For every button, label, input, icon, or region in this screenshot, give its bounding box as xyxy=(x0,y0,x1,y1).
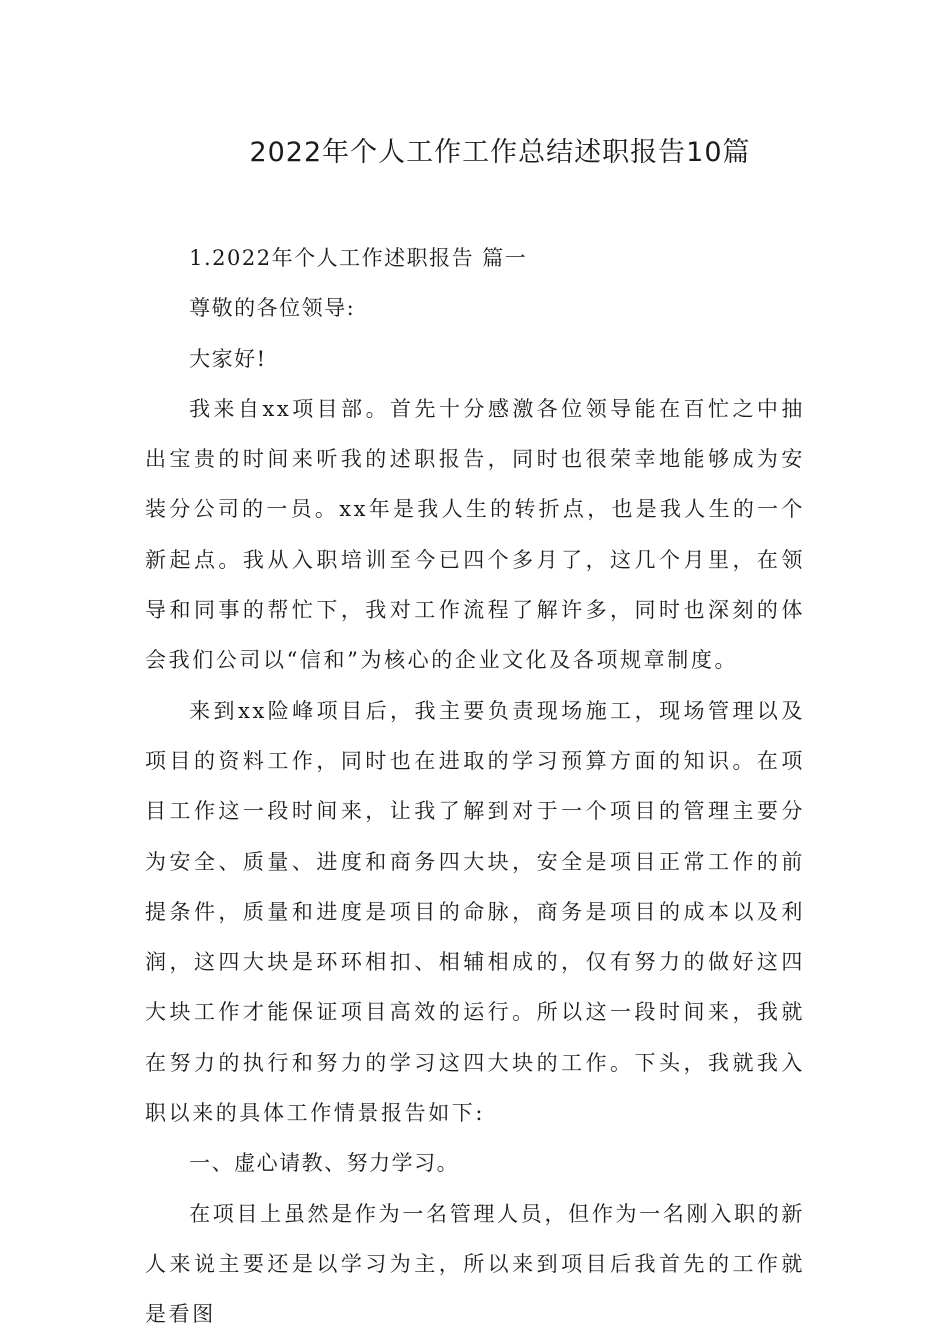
document-title: 2022年个人工作工作总结述职报告10篇 xyxy=(249,137,751,168)
greeting: 大家好! xyxy=(189,346,267,371)
document-body xyxy=(145,233,805,1340)
body-paragraph: 来到xx险峰项目后，我主要负责现场施工，现场管理以及项目的资料工作，同时也在进取的学习预算方面的知识。在项目工作这一段时间来，让我了解到对于一个项目的管理主要分为安全、质量、进度和商务四大块，安全是项目正常工作的前提条件，质量和进度是项目的命脉，商务是项目的成本以及利润，这四大块是环环相扣、相辅相成的，仅有努力的做好这四大块工作才能保证项目高效的运行。所以这一段时间来，我就在努力的执行和努力的学习这四大块的工作。下头，我就我入职以来的具体工作情景报告如下: xyxy=(145,698,805,1126)
subheading: 一、虚心请教、努力学习。 xyxy=(189,1151,460,1176)
body-paragraph: 我来自xx项目部。首先十分感激各位领导能在百忙之中抽出宝贵的时间来听我的述职报告，同时也很荣幸地能够成为安装分公司的一员。xx年是我人生的转折点，也是我人生的一个新起点。我从入职培训至今已四个多月了，这几个月里，在领导和同事的帮忙下，我对工作流程了解许多，同时也深刻的体会我们公司以“信和”为核心的企业文化及各项规章制度。 xyxy=(145,396,805,673)
salutation: 尊敬的各位领导: xyxy=(189,296,356,321)
body-paragraph: 在项目上虽然是作为一名管理人员，但作为一名刚入职的新人来说主要还是以学习为主，所以来到项目后我首先的工作就是看图 xyxy=(145,1201,805,1327)
section-heading: 1.2022年个人工作述职报告 篇一 xyxy=(189,246,528,270)
